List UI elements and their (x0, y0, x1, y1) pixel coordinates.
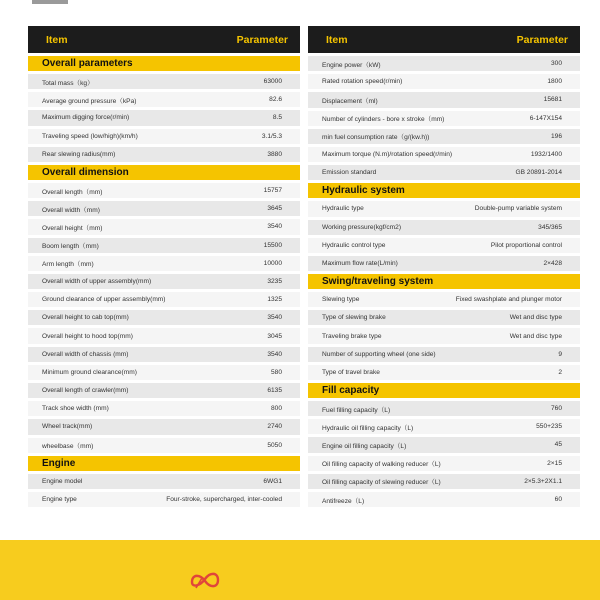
header-item-label: Item (46, 33, 68, 46)
row-value: 345/365 (538, 223, 562, 231)
row-label: Overall height（mm) (42, 224, 103, 232)
table-row (308, 347, 580, 362)
row-value: 2×5.3+2X1.1 (524, 477, 562, 485)
table-row (308, 492, 580, 507)
table-row (308, 74, 580, 89)
table-row (308, 220, 580, 235)
row-value: 6-147X154 (529, 114, 562, 122)
table-row (308, 92, 580, 107)
table-row (308, 238, 580, 253)
row-label: Fuel filling capacity（L) (322, 406, 391, 414)
row-label: Arm length（mm) (42, 261, 94, 269)
table-row (308, 111, 580, 126)
table-row (28, 438, 300, 453)
table-row (308, 365, 580, 380)
row-label: Overall width of upper assembly(mm) (42, 277, 152, 285)
row-value: 2 (558, 368, 562, 376)
row-label: Engine model (42, 477, 83, 485)
table-row (308, 328, 580, 343)
row-value: 300 (550, 60, 562, 68)
row-value: 3540 (267, 223, 282, 231)
row-value: 3540 (267, 314, 282, 322)
row-label: Overall width of chassis (mm) (42, 350, 129, 358)
row-label: Traveling speed (low/high)(km/h) (42, 132, 138, 140)
row-label: Emission standard (322, 169, 377, 177)
row-label: Antifreeze（L) (322, 497, 365, 505)
row-value: 60 (554, 496, 562, 504)
row-label: Rear slewing radius(mm) (42, 150, 116, 158)
table-row (28, 129, 300, 144)
row-value: 2740 (267, 423, 282, 431)
row-value: 15681 (543, 96, 562, 104)
table-row (28, 238, 300, 253)
row-label: min fuel consumption rate（g/(kw.h)) (322, 134, 430, 142)
row-value: Wet and disc type (509, 314, 562, 322)
row-value: 3880 (267, 150, 282, 158)
row-value: 1932/1400 (530, 151, 562, 159)
row-value: 6WG1 (263, 477, 282, 485)
row-label: Engine power（kW) (322, 61, 381, 69)
table-row (308, 401, 580, 416)
row-value: 82.6 (269, 96, 282, 104)
infinity-logo-icon (188, 568, 222, 594)
row-label: Boom length（mm) (42, 243, 99, 251)
table-row (308, 147, 580, 162)
table-row (28, 347, 300, 362)
row-label: Overall height to hood top(mm) (42, 332, 133, 340)
row-label: Overall height to cab top(mm) (42, 314, 129, 322)
row-value: GB 20891-2014 (515, 169, 562, 177)
table-row (308, 419, 580, 434)
table-row (308, 474, 580, 489)
table-row (28, 492, 300, 507)
table-row (28, 256, 300, 271)
table-header (308, 26, 580, 53)
row-value: 15500 (263, 241, 282, 249)
spec-table-left (28, 26, 300, 507)
bottom-yellow-band (0, 540, 600, 600)
table-row (308, 310, 580, 325)
table-row (308, 456, 580, 471)
row-label: Number of cylinders - bore x stroke（mm) (322, 116, 445, 124)
table-row (308, 165, 580, 180)
table-row (28, 201, 300, 216)
row-label: Ground clearance of upper assembly(mm) (42, 296, 166, 304)
row-value: 6135 (267, 387, 282, 395)
row-value: Wet and disc type (509, 332, 562, 340)
row-value: Double-pump variable system (474, 205, 562, 213)
table-row (28, 310, 300, 325)
table-row (28, 74, 300, 89)
table-row (308, 56, 580, 71)
row-value: 550+235 (536, 423, 562, 431)
row-value: 5050 (267, 441, 282, 449)
table-row (28, 274, 300, 289)
row-value: 1800 (547, 78, 562, 86)
header-parameter-label: Parameter (516, 33, 568, 46)
row-value: 3045 (267, 332, 282, 340)
row-label: Engine oil filling capacity（L) (322, 442, 407, 450)
row-label: Type of travel brake (322, 368, 380, 376)
row-label: Working pressure(kgf/cm2) (322, 223, 402, 231)
table-row (28, 383, 300, 398)
row-label: Total mass（kg） (42, 79, 94, 87)
row-value: 580 (270, 368, 282, 376)
section-heading: Overall parameters (28, 56, 300, 71)
row-value: 3540 (267, 350, 282, 358)
row-value: 9 (558, 350, 562, 358)
spec-table-right (308, 26, 580, 507)
row-label: Overall width（mm) (42, 206, 100, 214)
table-row (28, 110, 300, 125)
row-label: Traveling brake type (322, 332, 382, 340)
table-row (28, 292, 300, 307)
row-label: Overall length of crawler(mm) (42, 387, 129, 395)
row-value: 45 (554, 441, 562, 449)
table-row (28, 147, 300, 162)
row-value: 63000 (263, 78, 282, 86)
row-label: Engine type (42, 496, 77, 504)
row-label: Overall length（mm) (42, 188, 103, 196)
row-value: 3235 (267, 277, 282, 285)
table-row (308, 201, 580, 216)
section-heading: Hydraulic system (308, 183, 580, 198)
row-value: 10000 (263, 259, 282, 267)
row-label: Slewing type (322, 296, 360, 304)
row-label: Type of slewing brake (322, 314, 386, 322)
row-value: 196 (550, 132, 562, 140)
table-row (28, 92, 300, 107)
row-label: Maximum flow rate(L/min) (322, 259, 398, 267)
table-row (28, 365, 300, 380)
section-heading: Engine (28, 456, 300, 471)
table-row (28, 474, 300, 489)
table-row (28, 419, 300, 434)
table-row (308, 256, 580, 271)
table-row (28, 328, 300, 343)
row-value: Fixed swashplate and plunger motor (455, 296, 562, 304)
row-label: Hydraulic control type (322, 241, 386, 249)
row-label: Oil filling capacity of slewing reducer（L) (322, 479, 441, 487)
row-value: 1325 (267, 296, 282, 304)
table-row (308, 292, 580, 307)
row-label: Number of supporting wheel (one side) (322, 350, 436, 358)
row-value: Pilot proportional control (490, 241, 562, 249)
row-label: Displacement（ml) (322, 97, 378, 105)
header-item-label: Item (326, 33, 348, 46)
table-row (28, 219, 300, 234)
row-value: 3.1/5.3 (261, 132, 282, 140)
row-label: wheelbase（mm) (42, 443, 94, 451)
table-row (308, 437, 580, 452)
section-heading: Fill capacity (308, 383, 580, 398)
row-label: Maximum torque (N.m)/rotation speed(r/min) (322, 151, 453, 159)
table-header (28, 26, 300, 53)
section-heading: Swing/traveling system (308, 274, 580, 289)
row-value: 2×15 (547, 459, 562, 467)
table-row (28, 183, 300, 198)
row-label: Track shoe width (mm) (42, 405, 109, 413)
row-label: Oil filling capacity of walking reducer（L) (322, 461, 441, 469)
section-heading: Overall dimension (28, 165, 300, 180)
table-row (308, 129, 580, 144)
top-decor-bar (32, 0, 68, 4)
header-parameter-label: Parameter (236, 33, 288, 46)
row-label: Maximum digging force(r/min) (42, 114, 130, 122)
row-label: Wheel track(mm) (42, 423, 93, 431)
row-label: Rated rotation speed(r/min) (322, 78, 403, 86)
table-row (28, 401, 300, 416)
row-label: Hydraulic type (322, 205, 364, 213)
row-value: 15757 (263, 187, 282, 195)
row-value: 8.5 (272, 114, 282, 122)
row-label: Minimum ground clearance(mm) (42, 368, 137, 376)
row-label: Average ground pressure（kPa) (42, 97, 137, 105)
row-label: Hydraulic oil filling capacity（L) (322, 424, 414, 432)
row-value: 2×428 (543, 259, 562, 267)
row-value: 800 (270, 405, 282, 413)
row-value: 3645 (267, 205, 282, 213)
row-value: 760 (550, 405, 562, 413)
row-value: Four-stroke, supercharged, inter-cooled (166, 496, 282, 504)
